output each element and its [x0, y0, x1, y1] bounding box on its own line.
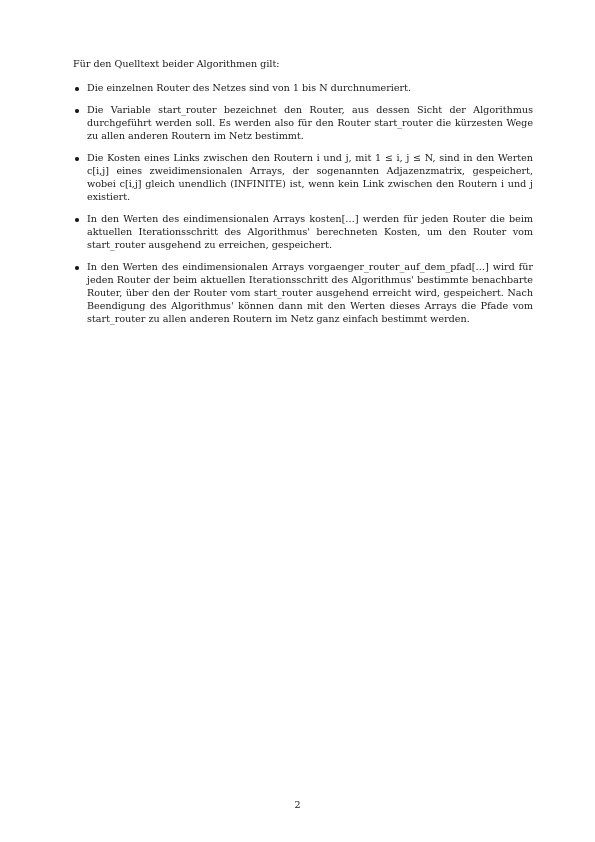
bullet-list [73, 82, 533, 335]
list-item [73, 104, 533, 143]
intro-text: Für den Quelltext beider Algorithmen gilt: [73, 59, 280, 70]
list-item-text: In den Werten des eindimensionalen Arrays kosten[…] werden für jeden Router die beim aktuellen Iterationsschritt des Algorithmus' berechneten Kosten, um den Router vom start_router ausgehend zu erreichen, gespeichert. [87, 214, 533, 251]
bullet-icon [75, 87, 79, 91]
list-item-text: Die einzelnen Router des Netzes sind von 1 bis N durchnumeriert. [87, 83, 412, 94]
bullet-icon [75, 109, 79, 113]
list-item-text: Die Variable start_router bezeichnet den Router, aus dessen Sicht der Algorithmus durchgeführt werden soll. Es werden also für den Router start_router die kürzesten Wege zu allen anderen Routern im Netz bestimmt. [87, 105, 533, 142]
list-item [73, 213, 533, 252]
list-item [73, 152, 533, 204]
list-item [73, 82, 533, 95]
bullet-icon [75, 218, 79, 222]
list-item-text: In den Werten des eindimensionalen Arrays vorgaenger_router_auf_dem_pfad[…] wird für jeden Router der beim aktuellen Iterationsschritt des Algorithmus' bestimmte benachbarte Router, über den der Router vom start_router ausgehend erreicht wird, gespeichert. Nach Beendigung des Algorithmus' können dann mit den Werten dieses Arrays die Pfade vom start_router zu allen anderen Routern im Netz ganz einfach bestimmt werden. [87, 262, 533, 325]
bullet-icon [75, 266, 79, 270]
bullet-icon [75, 157, 79, 161]
list-item-text: Die Kosten eines Links zwischen den Routern i und j, mit 1 ≤ i, j ≤ N, sind in den Werten c[i,j] eines zweidimensionalen Arrays, der sogenannten Adjazenzmatrix, gespeichert, wobei c[i,j] gleich unendlich (INFINITE) ist, wenn kein Link zwischen den Routern i und j existiert. [87, 153, 533, 203]
page-number: 2 [294, 800, 301, 811]
list-item [73, 261, 533, 326]
